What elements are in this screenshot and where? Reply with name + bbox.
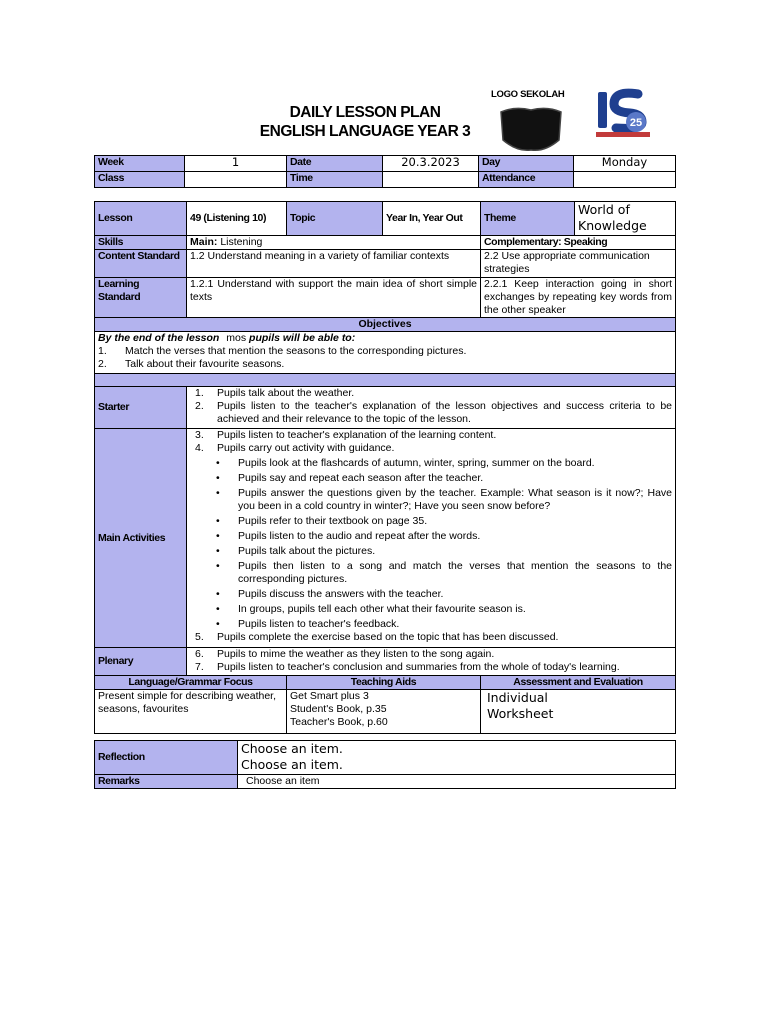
bullet-8-text: Pupils discuss the answers with the teacher. <box>238 588 444 600</box>
bullet-dot-icon: • <box>216 603 220 615</box>
bullet-dot-icon: • <box>216 588 220 600</box>
bullet-10 <box>190 618 672 631</box>
bullet-1 <box>190 457 672 470</box>
objective-1-num: 1. <box>98 345 107 357</box>
starter-step-2-num: 2. <box>195 400 204 412</box>
bullet-7-text: Pupils then listen to a song and match the verses that mention the seasons to the corresponding pictures. <box>238 560 672 585</box>
bullet-dot-icon: • <box>216 515 220 527</box>
reflection-choice-2[interactable]: Choose an item. <box>241 757 343 772</box>
plenary-step-7 <box>190 661 672 674</box>
language-focus-header: Language/Grammar Focus <box>95 676 287 690</box>
remarks-value[interactable]: Choose an item <box>238 775 676 789</box>
teaching-aids-header: Teaching Aids <box>287 676 481 690</box>
topic-value[interactable]: Year In, Year Out <box>383 202 481 236</box>
plenary-step-6-num: 6. <box>195 648 204 660</box>
bullet-9 <box>190 603 672 616</box>
class-label: Class <box>95 172 185 188</box>
svg-text:25: 25 <box>629 117 643 129</box>
starter-label: Starter <box>95 387 187 429</box>
plenary-step-7-text: Pupils listen to teacher's conclusion and summaries from the whole of today's learning. <box>217 661 620 673</box>
objectives-intro-c: pupils will be able to: <box>249 332 356 344</box>
content-standard-label: Content Standard <box>95 250 187 278</box>
main-skill-value: Listening <box>220 236 263 248</box>
blank-banner-row <box>95 374 676 387</box>
remarks-label: Remarks <box>95 775 238 789</box>
main-step-4-text: Pupils carry out activity with guidance. <box>217 442 395 454</box>
reflection-value[interactable] <box>238 741 676 775</box>
objective-1 <box>98 345 672 358</box>
main-step-5-num: 5. <box>195 631 204 643</box>
topic-label: Topic <box>287 202 383 236</box>
objective-2 <box>98 358 672 371</box>
day-label: Day <box>479 156 574 172</box>
learning-standard-comp[interactable]: 2.2.1 Keep interaction going in short exchanges by repeating key words from the other speaker <box>481 278 676 318</box>
content-standard-main[interactable]: 1.2 Understand meaning in a variety of familiar contexts <box>187 250 481 278</box>
lesson-table <box>94 201 676 734</box>
bullet-9-text: In groups, pupils tell each other what their favourite season is. <box>238 603 526 615</box>
bullet-4-text: Pupils refer to their textbook on page 35. <box>238 515 428 527</box>
bullet-5 <box>190 530 672 543</box>
week-label: Week <box>95 156 185 172</box>
bullet-7 <box>190 560 672 586</box>
bullet-5-text: Pupils listen to the audio and repeat after the words. <box>238 530 481 542</box>
teaching-aids-value[interactable] <box>287 690 481 734</box>
bullet-dot-icon: • <box>216 618 220 630</box>
objectives-header: Objectives <box>95 318 676 332</box>
main-step-5-text: Pupils complete the exercise based on the topic that has been discussed. <box>217 631 559 643</box>
bullet-3-text: Pupils answer the questions given by the teacher. Example: What season is it now?; Have you been in a cold country in winter?; Have you seen snow before? <box>238 487 672 512</box>
bullet-2 <box>190 472 672 485</box>
day-value[interactable]: Monday <box>574 156 676 172</box>
starter-content[interactable] <box>187 387 676 429</box>
plenary-label: Plenary <box>95 648 187 676</box>
bullet-dot-icon: • <box>216 560 220 572</box>
main-activities-label: Main Activities <box>95 429 187 648</box>
complementary-skill[interactable]: Complementary: Speaking <box>481 236 676 250</box>
objectives-intro <box>98 332 672 345</box>
assessment-header: Assessment and Evaluation <box>481 676 676 690</box>
reflection-label: Reflection <box>95 741 238 775</box>
bullet-dot-icon: • <box>216 457 220 469</box>
language-focus-value[interactable]: Present simple for describing weather, seasons, favourites <box>95 690 287 734</box>
main-step-3-num: 3. <box>195 429 204 441</box>
plenary-step-6 <box>190 648 672 661</box>
main-skill-prefix: Main: <box>190 236 218 248</box>
main-step-5 <box>190 631 672 644</box>
main-step-3-text: Pupils listen to teacher's explanation of the learning content. <box>217 429 497 441</box>
skills-label: Skills <box>95 236 187 250</box>
learning-standard-label: Learning Standard <box>95 278 187 318</box>
shield-logo-icon <box>497 106 565 152</box>
bullet-8 <box>190 588 672 601</box>
date-value[interactable]: 20.3.2023 <box>383 156 479 172</box>
main-step-4 <box>190 442 672 455</box>
bullet-6-text: Pupils talk about the pictures. <box>238 545 376 557</box>
objective-2-num: 2. <box>98 358 107 370</box>
teaching-aid-1: Get Smart plus 3 <box>290 690 369 702</box>
starter-step-1-text: Pupils talk about the weather. <box>217 387 355 399</box>
attendance-value[interactable] <box>574 172 676 188</box>
lesson-value[interactable]: 49 (Listening 10) <box>187 202 287 236</box>
lesson-label: Lesson <box>95 202 187 236</box>
date-label: Date <box>287 156 383 172</box>
reflection-choice-1[interactable]: Choose an item. <box>241 741 343 756</box>
bullet-6 <box>190 545 672 558</box>
week-value[interactable]: 1 <box>185 156 287 172</box>
starter-step-2-text: Pupils listen to the teacher's explanation of the lesson objectives and success criteria to be achieved and their relevance to the topic of the lesson. <box>217 400 672 425</box>
theme-value[interactable]: World of Knowledge <box>575 202 676 236</box>
bullet-dot-icon: • <box>216 487 220 499</box>
main-skill[interactable] <box>187 236 481 250</box>
plenary-step-7-num: 7. <box>195 661 204 673</box>
teaching-aid-3: Teacher's Book, p.60 <box>290 716 388 728</box>
assessment-line-1: Individual <box>487 690 548 705</box>
assessment-value[interactable] <box>481 690 676 734</box>
bullet-1-text: Pupils look at the flashcards of autumn, winter, spring, summer on the board. <box>238 457 595 469</box>
assessment-line-2: Worksheet <box>487 706 554 721</box>
main-step-4-num: 4. <box>195 442 204 454</box>
theme-label: Theme <box>481 202 575 236</box>
main-activities-content[interactable] <box>187 429 676 648</box>
time-value[interactable] <box>383 172 479 188</box>
class-value[interactable] <box>185 172 287 188</box>
emblem-25-icon <box>592 86 654 142</box>
bullet-10-text: Pupils listen to teacher's feedback. <box>238 618 400 630</box>
objective-2-text: Talk about their favourite seasons. <box>125 358 285 370</box>
reflection-table <box>94 740 676 789</box>
main-step-3 <box>190 429 672 442</box>
content-standard-comp[interactable]: 2.2 Use appropriate communication strategies <box>481 250 676 278</box>
bullet-2-text: Pupils say and repeat each season after the teacher. <box>238 472 484 484</box>
time-label: Time <box>287 172 383 188</box>
starter-step-1-num: 1. <box>195 387 204 399</box>
objectives-intro-a: By the end of the lesson <box>98 332 220 344</box>
starter-step-2 <box>190 400 672 426</box>
plenary-content[interactable] <box>187 648 676 676</box>
attendance-label: Attendance <box>479 172 574 188</box>
objectives-content[interactable] <box>95 332 676 374</box>
title-line-2: ENGLISH LANGUAGE YEAR 3 <box>259 123 471 140</box>
title-line-1: DAILY LESSON PLAN <box>289 104 441 121</box>
bullet-dot-icon: • <box>216 545 220 557</box>
bullet-3 <box>190 487 672 513</box>
info-table <box>94 155 676 188</box>
teaching-aid-2: Student's Book, p.35 <box>290 703 387 715</box>
bullet-dot-icon: • <box>216 472 220 484</box>
logo-label: LOGO SEKOLAH <box>491 89 565 100</box>
objective-1-text: Match the verses that mention the seasons to the corresponding pictures. <box>125 345 467 357</box>
page-title <box>250 103 480 141</box>
objectives-intro-b: mos <box>226 332 247 344</box>
starter-step-1 <box>190 387 672 400</box>
bullet-dot-icon: • <box>216 530 220 542</box>
learning-standard-main[interactable]: 1.2.1 Understand with support the main idea of short simple texts <box>187 278 481 318</box>
plenary-step-6-text: Pupils to mime the weather as they listen to the song again. <box>217 648 495 660</box>
bullet-4 <box>190 515 672 528</box>
